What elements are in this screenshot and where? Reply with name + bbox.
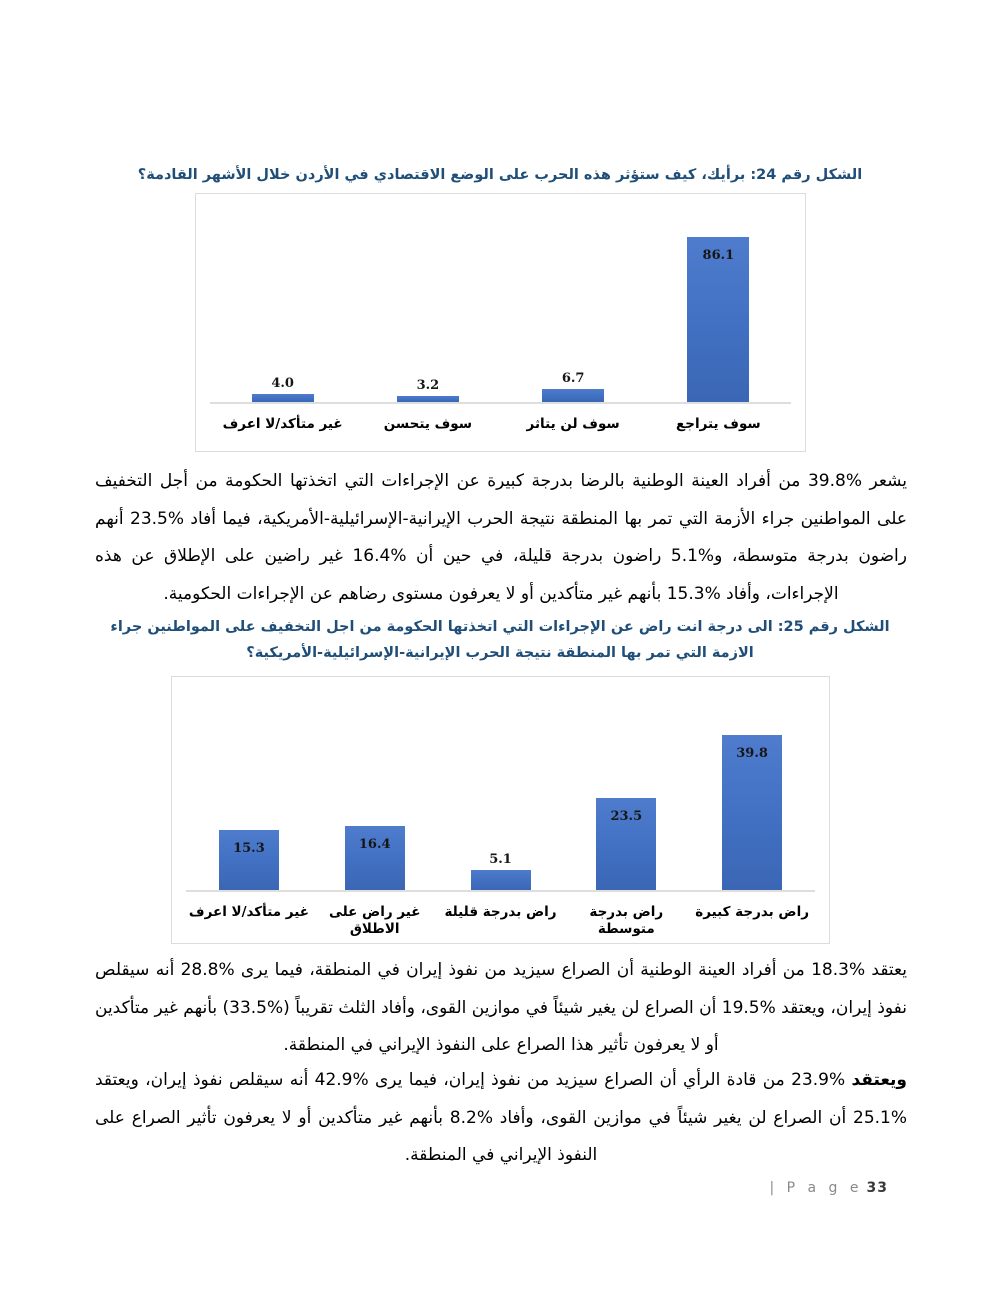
figure-24-bar-chart	[195, 193, 806, 452]
bar-column	[646, 194, 791, 402]
bar	[596, 798, 656, 890]
bar-column	[312, 677, 438, 890]
bar	[471, 870, 531, 890]
page-footer-label: | P a g e	[769, 1180, 863, 1196]
bar	[219, 830, 279, 890]
chart-category-axis	[210, 404, 791, 433]
paragraph-iran-influence-leaders	[95, 1062, 907, 1175]
bar	[252, 394, 314, 402]
paragraph-body-text: %23.9 من قادة الرأي أن الصراع سيزيد من نفوذ إيران، فيما يرى %42.9 أنه سيقلص نفوذ إيران، ويعتقد %25.1 أن الصراع لن يغير شيئاً في موازين القوى، وأفاد %8.2 بأنهم غير متأكدين أو لا يعرفون تأثير الصراع على النفوذ الإيراني في المنطقة.	[95, 1070, 908, 1165]
category-label: غير متأكد/لا اعرف	[222, 416, 343, 432]
bar-value-label: 6.7	[561, 371, 585, 387]
bar	[722, 735, 782, 890]
category-label: سوف يتراجع	[676, 416, 761, 432]
bar-column	[186, 677, 312, 890]
bar-column	[210, 194, 355, 402]
paragraph-iran-influence-national: يعتقد %18.3 من أفراد العينة الوطنية أن الصراع سيزيد من نفوذ إيران في المنطقة، فيما يرى %28.8 أنه سيقلص نفوذ إيران، ويعتقد %19.5 أن الصراع لن يغير شيئاً في موازين القوى، وأفاد الثلث تقريباً (%33.5) بأنهم غير متأكدين أو لا يعرفون تأثير هذا الصراع على النفوذ الإيراني في المنطقة.	[95, 960, 907, 1055]
category-label: سوف يتحسن	[383, 416, 473, 432]
bar-column	[563, 677, 689, 890]
page-footer	[769, 1180, 888, 1196]
bar	[542, 389, 604, 402]
category-label: راض بدرجة كبيرة	[695, 904, 809, 920]
bar	[397, 396, 459, 402]
bar	[345, 826, 405, 890]
bar-column	[501, 194, 646, 402]
bar-value-label: 23.5	[610, 809, 643, 825]
chart-category-axis	[186, 892, 815, 938]
bar-column	[355, 194, 500, 402]
bar-column	[438, 677, 564, 890]
figure-24-title: الشكل رقم 24: برأيك، كيف ستؤثر هذه الحرب على الوضع الاقتصادي في الأردن خلال الأشهر القادمة؟	[137, 167, 863, 183]
figure-25-title: الشكل رقم 25: الى درجة انت راض عن الإجراءات التي اتخذتها الحكومة من اجل التخفيف على المواطنين جراء الازمة التي تمر بها المنطقة نتيجة الحرب الإيرانية-الإسرائيلية-الأمريكية؟	[110, 619, 890, 661]
paragraph-national-sample-satisfaction: يشعر %39.8 من أفراد العينة الوطنية بالرضا بدرجة كبيرة عن الإجراءات التي اتخذتها الحكومة من أجل التخفيف على المواطنين جراء الأزمة التي تمر بها المنطقة نتيجة الحرب الإيرانية-الإسرائيلية-الأمريكية، فيما أفاد %23.5 أنهم راضون بدرجة متوسطة، و%5.1 راضون بدرجة قليلة، في حين أن %16.4 غير راضين على الإطلاق عن هذه الإجراءات، وأفاد %15.3 بأنهم غير متأكدين أو لا يعرفون مستوى رضاهم عن الإجراءات الحكومية.	[95, 471, 907, 604]
bar-value-label: 3.2	[416, 377, 440, 393]
category-label: غير راض على الاطلاق	[328, 904, 421, 937]
bar-value-label: 5.1	[489, 852, 512, 868]
category-label: راض بدرجة متوسطة	[589, 904, 664, 937]
paragraph-lead-word: ويعتقد	[851, 1070, 907, 1090]
bar-value-label: 39.8	[736, 745, 768, 761]
category-label: سوف لن يتاثر	[526, 416, 620, 432]
chart-plot-area	[210, 194, 791, 404]
bar-column	[689, 677, 815, 890]
page-number: 33	[866, 1180, 888, 1196]
bar	[687, 237, 749, 402]
figure-25-bar-chart	[171, 676, 830, 944]
bar-value-label: 4.0	[271, 376, 294, 392]
chart-plot-area	[186, 677, 815, 892]
bar-value-label: 86.1	[702, 247, 735, 263]
bar-value-label: 16.4	[358, 837, 391, 852]
bar-value-label: 15.3	[233, 841, 265, 857]
category-label: غير متأكد/لا اعرف	[188, 904, 309, 920]
category-label: راض بدرجة قليلة	[444, 904, 557, 920]
